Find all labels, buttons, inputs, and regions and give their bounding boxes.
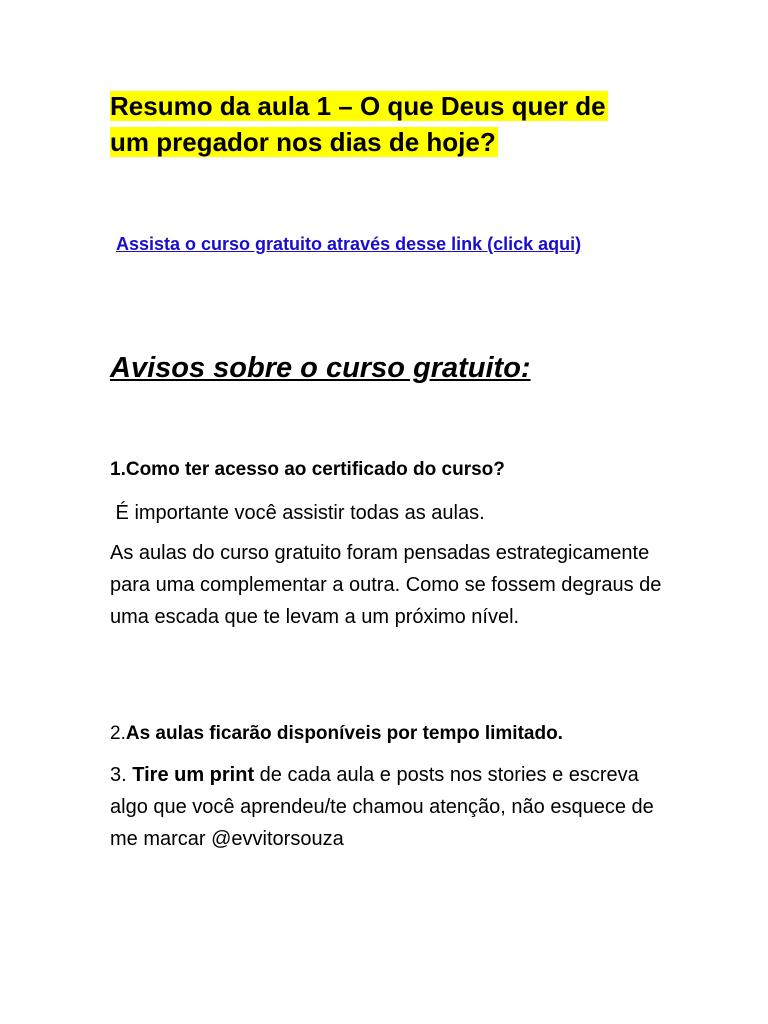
item-1-heading: 1.Como ter acesso ao certificado do curso?	[110, 459, 505, 480]
item-1-paragraph-2: As aulas do curso gratuito foram pensadas estrategicamente para uma complementar a outra. Como se fossem degraus de uma escada que te levam a um próximo nível.	[110, 542, 662, 628]
page-title-text: Resumo da aula 1 – O que Deus quer de um pregador nos dias de hoje?	[110, 91, 606, 157]
item-2-number: 2.	[110, 723, 126, 744]
item-2-text: As aulas ficarão disponíveis por tempo limitado.	[125, 723, 563, 744]
item-3-text: de cada aula e posts nos stories e escreva algo que você aprendeu/te chamou atenção, não esquece de me marcar @evvitorsouza	[110, 764, 654, 850]
item-3	[110, 759, 670, 855]
item-2	[110, 720, 563, 748]
item-3-number: 3.	[110, 764, 133, 786]
item-3-bold-text: Tire um print	[132, 764, 255, 786]
course-link[interactable]: Assista o curso gratuito através desse link (click aqui)	[116, 234, 582, 254]
item-1-paragraph-1: É importante você assistir todas as aulas.	[110, 502, 485, 524]
page-title	[110, 88, 630, 160]
section-heading: Avisos sobre o curso gratuito:	[110, 352, 531, 384]
